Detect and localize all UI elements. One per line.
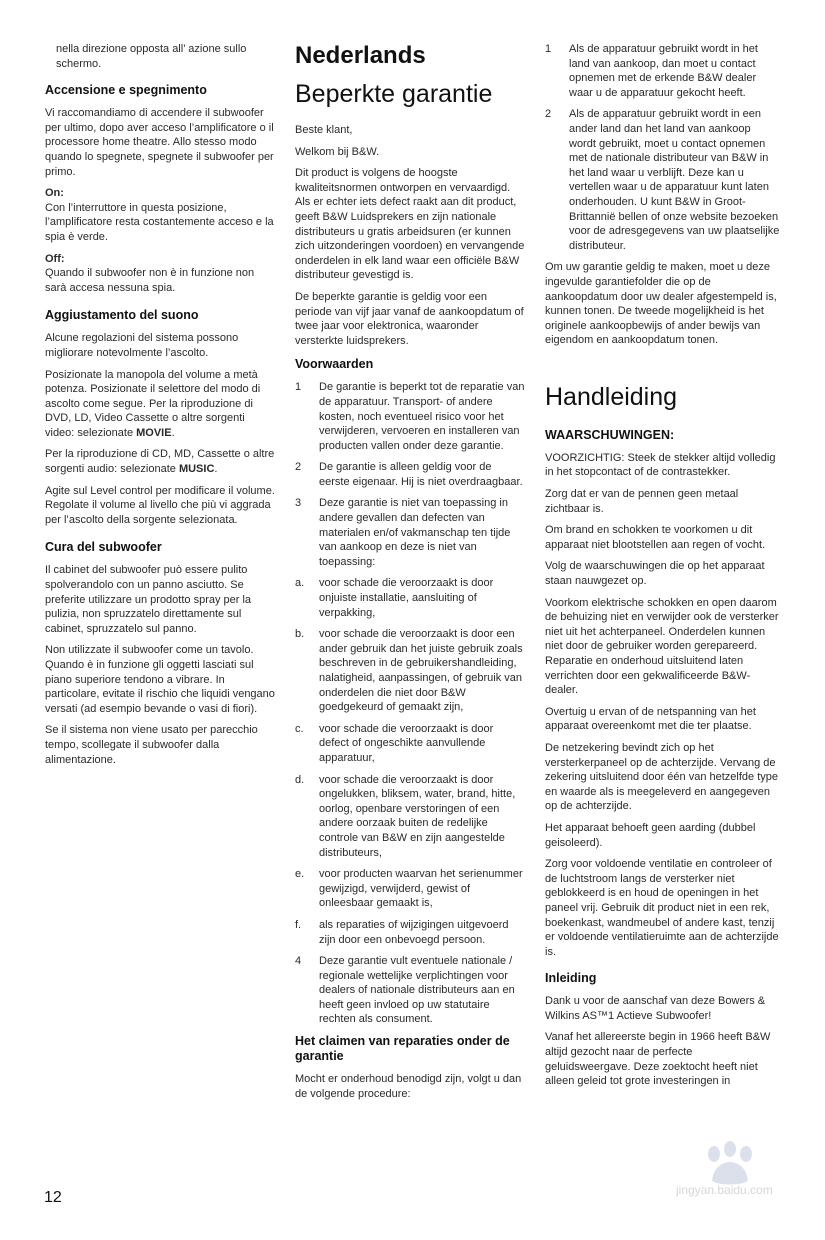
condition-text: De garantie is beperkt tot de reparatie van de apparatuur. Transport- of andere kosten, noch eventueel risico voor het verwijderen, vervoeren en installeren van producten vallen onder deze garantie. <box>319 381 525 452</box>
condition-text: voor producten waarvan het serienummer gewijzigd, verwijderd, gewist of onleesbaar gemaakt is, <box>319 868 523 910</box>
condition-marker: d. <box>295 773 305 786</box>
condition-item <box>295 576 525 620</box>
condition-marker: 2 <box>295 461 302 474</box>
warning-paragraph: De netzekering bevindt zich op het versterkerpaneel op de achterzijde. Vervang de zekering uitsluitend door één van hetzelfde type en waarde als is meegeleverd en aangegeven op de achterzijde. <box>545 741 778 813</box>
column-handleiding <box>545 42 780 1096</box>
cura-paragraph-3: Se il sistema non viene usato per parecchio tempo, scollegate il subwoofer dalla alimentazione. <box>45 724 258 766</box>
heading-aggiustamento: Aggiustamento del suono <box>45 308 199 323</box>
language-title: Nederlands <box>295 42 426 69</box>
heading-warnings: WAARSCHUWINGEN: <box>545 427 675 442</box>
claim-procedure-list <box>545 42 780 253</box>
condition-text: De garantie is alleen geldig voor de eerste eigenaar. Hij is niet overdraagbaar. <box>319 461 523 488</box>
heading-cura: Cura del subwoofer <box>45 540 162 555</box>
condition-marker: e. <box>295 868 305 881</box>
heading-accensione: Accensione e spegnimento <box>45 83 207 98</box>
condition-marker: 1 <box>295 381 302 394</box>
warnings-list <box>545 451 780 959</box>
inleiding-paragraph-1: Dank u voor de aanschaf van deze Bowers & Wilkins AS™1 Actieve Subwoofer! <box>545 995 766 1022</box>
condition-item <box>295 954 525 1027</box>
warranty-title: Beperkte garantie <box>295 80 493 108</box>
condition-text: Deze garantie is niet van toepassing in andere gevallen dan defecten van materialen en/of vakmanschap ten tijde van aankoop en deze is niet van toepassing: <box>319 497 511 568</box>
cura-paragraph-1: Il cabinet del subwoofer può essere pulito spolverandolo con un panno asciutto. Se preferite utilizzare un prodotto spray per la pulizia, non spruzzatelo direttamente sul cabinet, spruzzatelo sul panno. <box>45 564 252 635</box>
warning-paragraph: Om brand en schokken te voorkomen u dit apparaat niet blootstellen aan regen of vocht. <box>545 524 766 551</box>
condition-text: Deze garantie vult eventuele nationale / regionale wettelijke verplichtingen voor dealers of nationale distributeurs aan en heeft geen invloed op uw statutaire rechten als consument. <box>319 955 515 1026</box>
aggiustamento-paragraph-2: Posizionate la manopola del volume a metà potenza. Posizionate il selettore del modo di ascolto come segue. Per la riproduzione di DVD, LD, Video Cassette o altre sorgenti video: selezionate MOVIE. <box>45 368 261 439</box>
off-label: Off: <box>45 252 65 265</box>
condition-marker: b. <box>295 628 305 641</box>
watermark-text: jingyan.baidu.com <box>676 1183 773 1197</box>
claimen-paragraph: Mocht er onderhoud benodigd zijn, volgt u dan de volgende procedure: <box>295 1073 522 1100</box>
claim-step-text: Als de apparatuur gebruikt wordt in het land van aankoop, dan moet u contact opnemen met de erkende B&W dealer waar u de apparatuur gekocht heeft. <box>569 43 758 99</box>
condition-item <box>295 460 525 489</box>
condition-text: voor schade die veroorzaakt is door onjuiste installatie, aansluiting of verpakking, <box>319 577 494 619</box>
claim-step-item <box>545 42 780 100</box>
column-warranty <box>295 42 525 1108</box>
condition-marker: f. <box>295 918 302 931</box>
aggiustamento-paragraph-4: Agite sul Level control per modificare il volume. Regolate il volume al livello che più vi aggrada per l’ascolto della sorgente selezionata. <box>45 484 275 526</box>
condition-item <box>295 627 525 715</box>
welcome: Welkom bij B&W. <box>295 145 380 158</box>
music-setting: MUSIC <box>178 463 215 476</box>
accensione-paragraph: Vi raccomandiamo di accendere il subwoofer per ultimo, dopo aver acceso l’amplificatore o il processore home theatre. Allo stesso modo quando lo spegnete, spegnete il subwoofer per primo. <box>45 107 274 178</box>
column-italian <box>45 42 277 774</box>
heading-voorwaarden: Voorwaarden <box>295 357 374 372</box>
intro-text: nella direzione opposta all’ azione sullo schermo. <box>56 43 247 70</box>
warning-paragraph: Zorg dat er van de pennen geen metaal zichtbaar is. <box>545 488 739 515</box>
condition-marker: a. <box>295 577 305 590</box>
on-text: Con l’interruttore in questa posizione, l’amplificatore resta costantemente acceso e la spia è verde. <box>45 201 274 243</box>
aggiustamento-paragraph-3: Per la riproduzione di CD, MD, Cassette o altre sorgenti audio: selezionate MUSIC. <box>45 448 275 476</box>
warning-paragraph: Zorg voor voldoende ventilatie en controleer of de luchtstroom langs de versterker niet geblokkeerd is en houd de openingen in het paneel vrij. Gebruik dit product niet in een rek, boekenkast, wandmeubel of andere kast, tenzij er voldoende ventilatieruimte aan de achterzijde is. <box>545 858 779 958</box>
on-block <box>45 186 277 244</box>
condition-marker: 3 <box>295 497 302 510</box>
on-label: On: <box>45 187 64 200</box>
condition-text: voor schade die veroorzaakt is door defect of ongeschikte aanvullende apparatuur, <box>319 722 494 764</box>
inleiding-paragraph-2: Vanaf het allereerste begin in 1966 heeft B&W altijd gezocht naar de perfecte geluidsweergave. Deze zoektocht heeft niet alleen geleid tot grote investeringen in <box>545 1031 771 1088</box>
claim-step-marker: 1 <box>545 43 552 55</box>
cura-paragraph-2: Non utilizzate il subwoofer come un tavolo. Quando è in funzione gli oggetti lasciati sul piano superiore tendono a vibrare. In particolare, evitate il rischio che liquidi vengano versati (ad esempio bevande o vasi di fiori). <box>45 644 275 715</box>
baidu-paw-icon <box>700 1140 760 1188</box>
warning-paragraph: Het apparaat behoeft geen aarding (dubbel geisoleerd). <box>545 821 756 849</box>
condition-text: voor schade die veroorzaakt is door een ander gebruik dan het juiste gebruik zoals beschreven in de gebruikershandleiding, nalatigheid, aanpassingen, of gebruik van onderdelen die niet door B&W goedgekeurd of gemaakt zijn, <box>319 628 523 714</box>
condition-marker: 4 <box>295 955 302 968</box>
condition-text: voor schade die veroorzaakt is door ongelukken, bliksem, water, brand, hitte, oorlog, openbare verstoringen of een andere oorzaak buiten de redelijke controle van B&W en zijn aangestelde distributeurs, <box>319 773 516 859</box>
off-text: Quando il subwoofer non è in funzione non sarà accesa nessuna spia. <box>45 267 255 294</box>
heading-inleiding: Inleiding <box>545 971 597 986</box>
condition-item <box>295 380 525 453</box>
condition-item <box>295 773 525 861</box>
page-number: 12 <box>44 1189 62 1206</box>
claim-step-text: Als de apparatuur gebruikt wordt in een ander land dan het land van aankoop wordt gebruikt, moet u contact opnemen met de nationale distributeur van B&W in het land waar u verblijft. Deze kan u vertellen waar u de apparatuur kunt laten onderhouden. U kunt B&W in Groot-Brittannië bellen of onze website bezoeken voor de adresgegevens van uw plaatselijke distributeur. <box>569 108 780 252</box>
claim-step-marker: 2 <box>545 108 552 121</box>
warning-paragraph: Overtuig u ervan of de netspanning van het apparaat overeenkomt met die ter plaatse. <box>545 705 756 733</box>
condition-item <box>295 918 525 947</box>
condition-marker: c. <box>295 722 304 735</box>
off-block <box>45 252 277 296</box>
conditions-list <box>295 380 525 1027</box>
warranty-paragraph-2: De beperkte garantie is geldig voor een periode van vijf jaar vanaf de aankoopdatum of twee jaar voor elektronica, waaronder versterkte luidsprekers. <box>295 290 524 347</box>
warning-paragraph: VOORZICHTIG: Steek de stekker altijd volledig in het stopcontact of de contrastekker. <box>545 451 776 479</box>
heading-claimen: Het claimen van reparaties onder de garantie <box>295 1034 510 1064</box>
greeting: Beste klant, <box>295 124 353 136</box>
claim-step-item <box>545 107 780 253</box>
condition-item <box>295 867 525 911</box>
movie-setting: MOVIE <box>136 426 172 439</box>
condition-item <box>295 496 525 569</box>
condition-item <box>295 722 525 766</box>
validity-paragraph: Om uw garantie geldig te maken, moet u deze ingevulde garantiefolder die op de aankoopdatum door uw dealer afgestempeld is, kunnen tonen. De tweede mogelijkheid is het originele aankoopbewijs of ander bewijs van eigendom en aankoopdatum tonen. <box>545 261 777 347</box>
warning-paragraph: Voorkom elektrische schokken en open daarom de behuizing niet en verwijder ook de versterker niet uit het achterpaneel. Onderdelen kunnen niet door de gebruiker worden gerepareerd. Reparatie en onderhoud uitsluitend laten verrichten door een gekwalificeerde B&W-dealer. <box>545 596 779 697</box>
warranty-paragraph-1: Dit product is volgens de hoogste kwaliteitsnormen ontworpen en vervaardigd. Als er echter iets defect raakt aan dit product, geeft B&W Luidsprekers en zijn nationale distributeurs u gratis arbeidsuren (er kunnen zich uitzonderingen voordoen) en vervangende onderdelen in elk land waar een officiële B&W distributeur gevestigd is. <box>295 167 525 282</box>
warning-paragraph: Volg de waarschuwingen die op het apparaat staan nauwgezet op. <box>545 560 765 588</box>
condition-text: als reparaties of wijzigingen uitgevoerd zijn door een onbevoegd persoon. <box>319 918 509 946</box>
handleiding-title: Handleiding <box>545 382 678 411</box>
aggiustamento-paragraph-1: Alcune regolazioni del sistema possono migliorare notevolmente l’ascolto. <box>45 332 239 359</box>
